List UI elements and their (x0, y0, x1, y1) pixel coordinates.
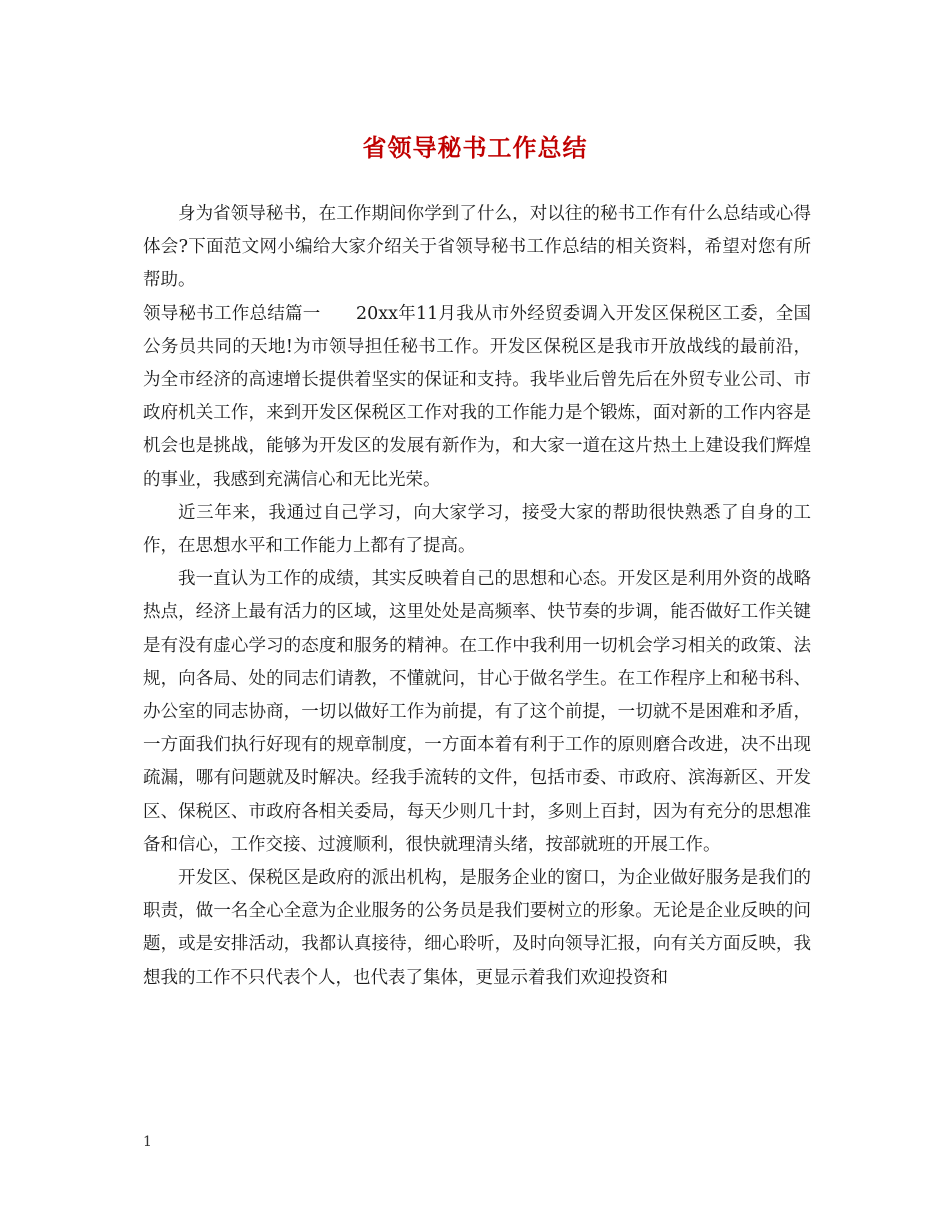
page-number: 1 (143, 1134, 152, 1150)
paragraph: 我一直认为工作的成绩，其实反映着自己的思想和心态。开发区是利用外资的战略热点，经济上最有活力的区域，这里处处是高频率、快节奏的步调，能否做好工作关键是有没有虚心学习的态度和服务的精神。在工作中我利用一切机会学习相关的政策、法规，向各局、处的同志们请教，不懂就问，甘心于做名学生。在工作程序上和秘书科、办公室的同志协商，一切以做好工作为前提，有了这个前提，一切就不是困难和矛盾，一方面我们执行好现有的规章制度，一方面本着有利于工作的原则磨合改进，决不出现疏漏，哪有问题就及时解决。经我手流转的文件，包括市委、市政府、滨海新区、开发区、保税区、市政府各相关委局，每天少则几十封，多则上百封，因为有充分的思想准备和信心，工作交接、过渡顺利，很快就理清头绪，按部就班的开展工作。 (143, 569, 811, 855)
paragraph: 领导秘书工作总结篇一 20xx年11月我从市外经贸委调入开发区保税区工委，全国公务员共同的天地!为市领导担任秘书工作。开发区保税区是我市开放战线的最前沿，为全市经济的高速增长提供着坚实的保证和支持。我毕业后曾先后在外贸专业公司、市政府机关工作，来到开发区保税区工作对我的工作能力是个锻炼，面对新的工作内容是机会也是挑战，能够为开发区的发展有新作为，和大家一道在这片热土上建设我们辉煌的事业，我感到充满信心和无比光荣。 (143, 303, 811, 490)
document-body (143, 198, 811, 995)
paragraph: 开发区、保税区是政府的派出机构，是服务企业的窗口，为企业做好服务是我们的职责，做一名全心全意为企业服务的公务员是我们要树立的形象。无论是企业反映的问题，或是安排活动，我都认真接待，细心聆听，及时向领导汇报，向有关方面反映，我想我的工作不只代表个人，也代表了集体，更显示着我们欢迎投资和 (143, 868, 811, 988)
paragraph: 身为省领导秘书，在工作期间你学到了什么，对以往的秘书工作有什么总结或心得体会?下面范文网小编给大家介绍关于省领导秘书工作总结的相关资料，希望对您有所帮助。 (143, 204, 811, 291)
document-title: 省领导秘书工作总结 (362, 134, 588, 162)
paragraph: 近三年来，我通过自己学习，向大家学习，接受大家的帮助很快熟悉了自身的工作，在思想水平和工作能力上都有了提高。 (143, 502, 811, 557)
